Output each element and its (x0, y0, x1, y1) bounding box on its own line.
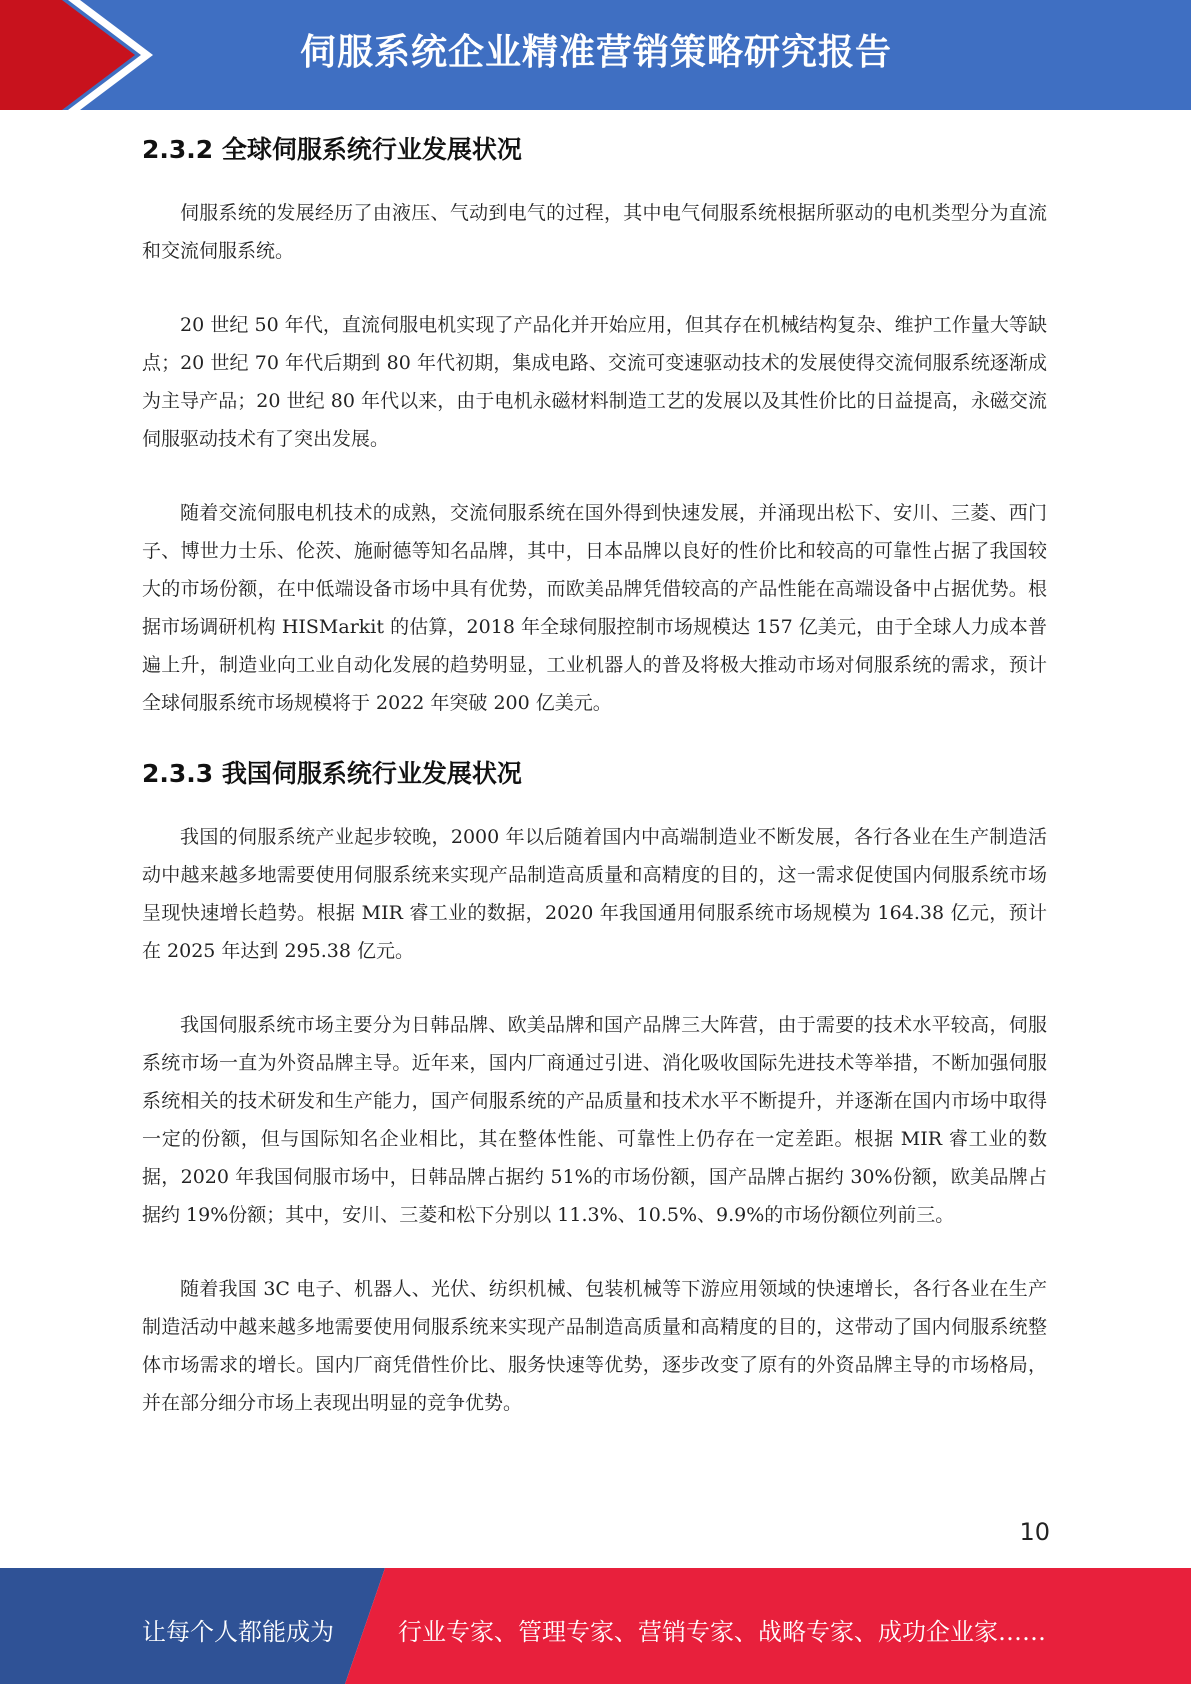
footer-slogan-right: 行业专家、管理专家、营销专家、战略专家、成功企业家…… (398, 1618, 1046, 1646)
footer-slogan-left: 让每个人都能成为 (142, 1618, 334, 1646)
paragraph: 我国伺服系统市场主要分为日韩品牌、欧美品牌和国产品牌三大阵营，由于需要的技术水平较高，伺服系统市场一直为外资品牌主导。近年来，国内厂商通过引进、消化吸收国际先进技术等举措，不断加强伺服系统相关的技术研发和生产能力，国产伺服系统的产品质量和技术水平不断提升，并逐渐在国内市场中取得一定的份额，但与国际知名企业相比，其在整体性能、可靠性上仍存在一定差距。根据 MIR 睿工业的数据，2020 年我国伺服市场中，日韩品牌占据约 51%的市场份额，国产品牌占据约 30%份额，欧美品牌占据约 19%份额；其中，安川、三菱和松下分别以 11.3%、10.5%、9.9%的市场份额位列前三。 (142, 1014, 1047, 1226)
page-footer (0, 1568, 1191, 1684)
page-header (0, 0, 1191, 110)
paragraph: 随着交流伺服电机技术的成熟，交流伺服系统在国外得到快速发展，并涌现出松下、安川、三菱、西门子、博世力士乐、伦茨、施耐德等知名品牌，其中，日本品牌以良好的性价比和较高的可靠性占据了我国较大的市场份额，在中低端设备市场中具有优势，而欧美品牌凭借较高的产品性能在高端设备中占据优势。根据市场调研机构 HISMarkit 的估算，2018 年全球伺服控制市场规模达 157 亿美元，由于全球人力成本普遍上升，制造业向工业自动化发展的趋势明显，工业机器人的普及将极大推动市场对伺服系统的需求，预计全球伺服系统市场规模将于 2022 年突破 200 亿美元。 (142, 502, 1047, 714)
page-content (142, 120, 1047, 1458)
report-title: 伺服系统企业精准营销策略研究报告 (300, 32, 893, 73)
paragraph: 伺服系统的发展经历了由液压、气动到电气的过程，其中电气伺服系统根据所驱动的电机类型分为直流和交流伺服系统。 (142, 202, 1047, 262)
paragraph: 20 世纪 50 年代，直流伺服电机实现了产品化并开始应用，但其存在机械结构复杂、维护工作量大等缺点；20 世纪 70 年代后期到 80 年代初期，集成电路、交流可变速驱动技术的发展使得交流伺服系统逐渐成为主导产品；20 世纪 80 年代以来，由于电机永磁材料制造工艺的发展以及其性价比的日益提高，永磁交流伺服驱动技术有了突出发展。 (142, 314, 1047, 450)
page-number: 10 (1019, 1518, 1050, 1546)
section-heading-china: 2.3.3 我国伺服系统行业发展状况 (142, 759, 522, 788)
paragraph: 我国的伺服系统产业起步较晚，2000 年以后随着国内中高端制造业不断发展，各行各业在生产制造活动中越来越多地需要使用伺服系统来实现产品制造高质量和高精度的目的，这一需求促使国内伺服系统市场呈现快速增长趋势。根据 MIR 睿工业的数据，2020 年我国通用伺服系统市场规模为 164.38 亿元，预计在 2025 年达到 295.38 亿元。 (142, 826, 1047, 962)
section-heading-global: 2.3.2 全球伺服系统行业发展状况 (142, 135, 522, 164)
paragraph: 随着我国 3C 电子、机器人、光伏、纺织机械、包装机械等下游应用领域的快速增长，各行各业在生产制造活动中越来越多地需要使用伺服系统来实现产品制造高质量和高精度的目的，这带动了国内伺服系统整体市场需求的增长。国内厂商凭借性价比、服务快速等优势，逐步改变了原有的外资品牌主导的市场格局，并在部分细分市场上表现出明显的竞争优势。 (142, 1278, 1047, 1414)
